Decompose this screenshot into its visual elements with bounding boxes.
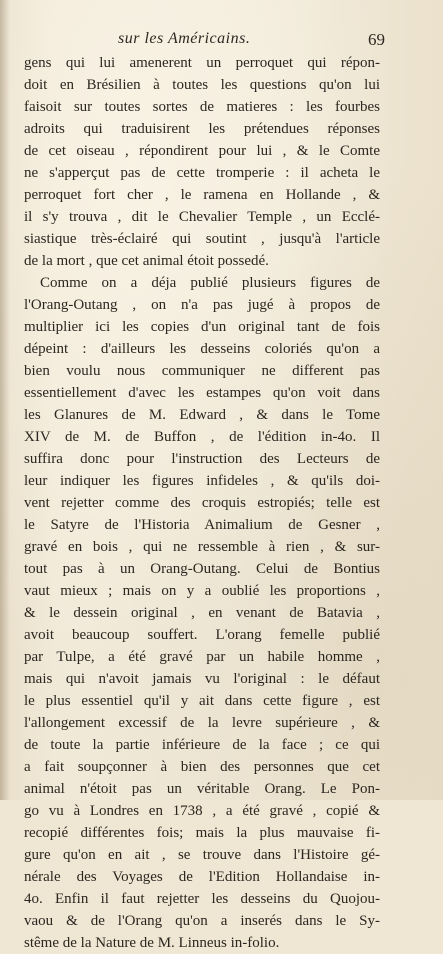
text-line: de toute la partie inférieure de la face ; ce qui xyxy=(24,737,380,753)
text-line: gravé en bois , qui ne ressemble à rien , & sur- xyxy=(24,539,380,555)
text-line: les Glanures de M. Edward , & dans le Tome xyxy=(24,407,380,423)
page-header xyxy=(0,30,443,52)
text-line: de la mort , que cet animal étoit possedé. xyxy=(24,253,269,269)
text-line: 4o. Enfin il faut rejetter les desseins du Quojou- xyxy=(24,891,380,907)
text-line: animal n'étoit pas un véritable Orang. Le Pon- xyxy=(24,781,380,797)
text-line: doit en Brésilien à toutes les questions qu'on lui xyxy=(24,77,380,93)
paragraph-start-line: Comme on a déja publié plusieurs figures de xyxy=(40,275,380,291)
text-line: go vu à Londres en 1738 , a été gravé , copié & xyxy=(24,803,380,819)
text-line: a fait soupçonner à bien des personnes que cet xyxy=(24,759,380,775)
text-line: l'allongement excessif de la levre supérieure , & xyxy=(24,715,380,731)
text-line: le plus essentiel qu'il y ait dans cette figure , est xyxy=(24,693,380,709)
text-line: XIV de M. de Buffon , de l'édition in-4o. Il xyxy=(24,429,380,445)
text-line: recopié différentes fois; mais la plus mauvaise fi- xyxy=(24,825,380,841)
text-line: gens qui lui amenerent un perroquet qui répon- xyxy=(24,55,380,71)
text-line: par Tulpe, a été gravé par un habile homme , xyxy=(24,649,380,665)
text-line: de cet oiseau , répondirent pour lui , & le Comte xyxy=(24,143,380,159)
text-line: stême de la Nature de M. Linneus in-folio. xyxy=(24,935,280,951)
text-line: il s'y trouva , dit le Chevalier Temple , un Ecclé- xyxy=(24,209,380,225)
text-line: siastique très-éclairé qui soutint , jusqu'à l'article xyxy=(24,231,380,247)
text-line: suffira donc pour l'instruction des Lecteurs de xyxy=(24,451,380,467)
text-line: leur indiquer les figures infideles , & qu'ils doi- xyxy=(24,473,380,489)
text-line: vaut mieux ; mais on y a oublié les proportions , xyxy=(24,583,380,599)
text-line: avoit beaucoup souffert. L'orang femelle publié xyxy=(24,627,380,643)
text-line: essentiellement d'avec les estampes qu'on voit dans xyxy=(24,385,380,401)
text-line: faisoit sur toutes sortes de matieres : les fourbes xyxy=(24,99,380,115)
text-line: dépeint : d'ailleurs les desseins coloriés qu'on a xyxy=(24,341,380,357)
spine-shadow xyxy=(0,0,10,800)
text-line: mais qui n'avoit jamais vu l'original : le défaut xyxy=(24,671,380,687)
body-text xyxy=(24,52,380,954)
text-line: perroquet fort cher , le ramena en Hollande , & xyxy=(24,187,380,203)
text-line: l'Orang-Outang , on n'a pas jugé à propos de xyxy=(24,297,380,313)
text-line: ne s'apperçut pas de cette tromperie : il acheta le xyxy=(24,165,380,181)
text-line: tout pas à un Orang-Outang. Celui de Bontius xyxy=(24,561,380,577)
text-line: nérale des Voyages de l'Edition Hollandaise in- xyxy=(24,869,380,885)
text-line: gure qu'on en ait , se trouve dans l'Histoire gé- xyxy=(24,847,380,863)
text-line: bien voulu nous communiquer ne different pas xyxy=(24,363,380,379)
text-line: vent rejetter comme des croquis estropiés; telle est xyxy=(24,495,380,511)
running-head: sur les Américains. xyxy=(118,30,251,47)
text-line: & le dessein original , en venant de Batavia , xyxy=(24,605,380,621)
text-line: vaou & de l'Orang qu'on a inserés dans le Sy- xyxy=(24,913,380,929)
page-number: 69 xyxy=(368,30,385,49)
text-line: le Satyre de l'Historia Animalium de Gesner , xyxy=(24,517,380,533)
text-line: adroits qui traduisirent les prétendues réponses xyxy=(24,121,380,137)
text-line: multiplier ici les copies d'un original tant de fois xyxy=(24,319,380,335)
